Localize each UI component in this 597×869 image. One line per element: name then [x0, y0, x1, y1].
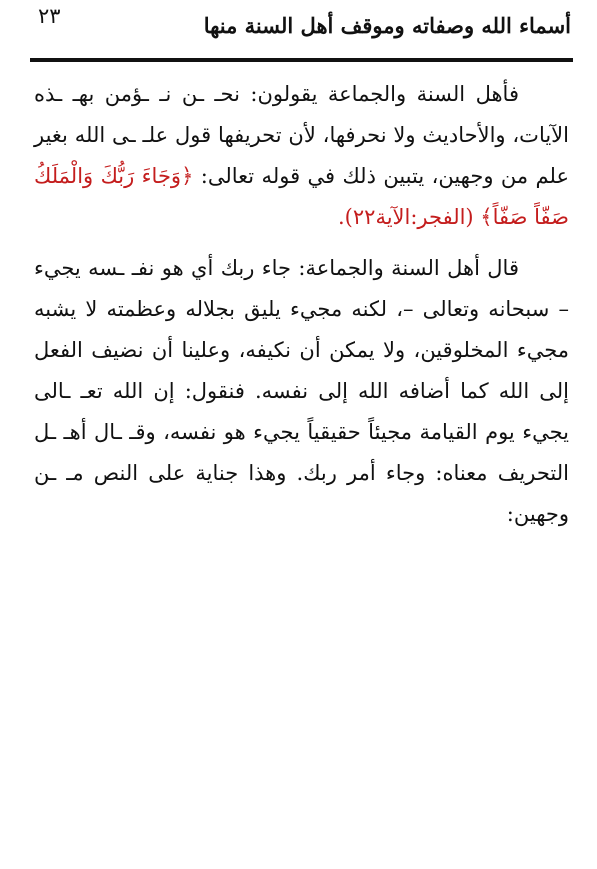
header-rule: [30, 58, 573, 62]
body-text: [34, 74, 569, 545]
quran-verse: ﴿وَجَاءَ رَبُّكَ وَالْمَلَكُ صَفّاً صَفّاً﴾: [34, 164, 569, 229]
paragraph-1: [34, 74, 569, 238]
verse-reference: (الفجر:الآية٢٢).: [338, 205, 474, 229]
page-number: ٢٣: [38, 4, 61, 28]
paragraph-2: قال أهل السنة والجماعة: جاء ربك أي هو نفـ ـسه يجيء – سبحانه وتعالى –، لكنه مجيء يليق بجلاله وعظمته لا يشبه مجيء المخلوقين، ولا يمكن أن نكيفه، وعلينا أن نضيف الفعل إلى الله كما أضافه الله إلى نفسه. فنقول: إن الله تعـ ـالى يجيء يوم القيامة مجيئاً حقيقياً يجيء هو نفسه، وقـ ـال أهـ ـل التحريف معناه: وجاء أمر ربك. وهذا جناية على النص مـ ـن وجهين:: [34, 256, 569, 526]
paragraph-1-text: فأهل السنة والجماعة يقولون: نحـ ـن نـ ـؤمن بهـ ـذه الآيات، والأحاديث ولا نحرفها، لأن تحريفها قول علـ ـى الله بغير علم من وجهين، يتبين ذلك في قوله تعالى:: [34, 82, 569, 188]
running-header-title: أسماء الله وصفاته وموقف أهل السنة منها: [203, 13, 571, 38]
